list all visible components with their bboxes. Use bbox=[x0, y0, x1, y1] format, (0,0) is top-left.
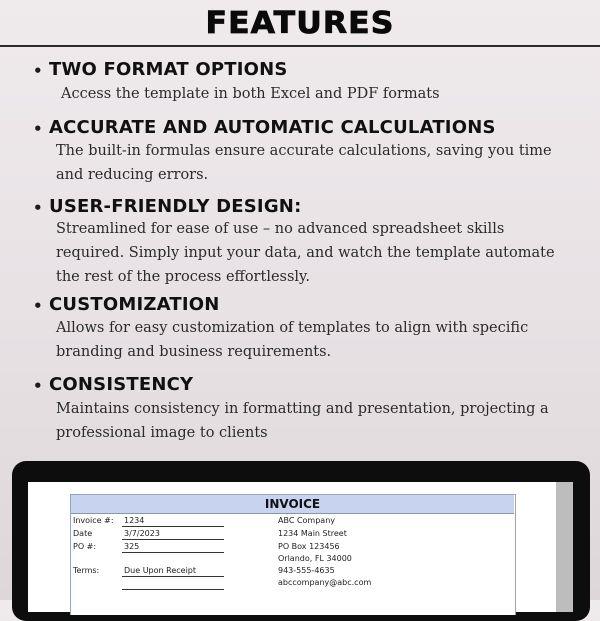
invoice-date-label: Date bbox=[73, 529, 93, 538]
invoice-terms-label: Terms: bbox=[73, 566, 100, 575]
company-po-box: PO Box 123456 bbox=[278, 542, 340, 551]
invoice-date-value: 3/7/2023 bbox=[124, 529, 160, 538]
page-title: FEATURES bbox=[205, 6, 395, 41]
invoice-po-value: 325 bbox=[124, 542, 140, 551]
field-underline bbox=[122, 576, 224, 577]
company-email: abccompany@abc.com bbox=[278, 578, 372, 587]
feature-description-line: Access the template in both Excel and PDF formats bbox=[61, 86, 440, 102]
invoice-po-label: PO #: bbox=[73, 542, 97, 551]
feature-heading: ACCURATE AND AUTOMATIC CALCULATIONS bbox=[49, 117, 496, 138]
bullet-icon: • bbox=[33, 199, 43, 217]
feature-description-line: professional image to clients bbox=[56, 425, 268, 441]
company-street: 1234 Main Street bbox=[278, 529, 347, 538]
invoice-title: INVOICE bbox=[71, 495, 514, 514]
field-underline bbox=[122, 589, 224, 590]
invoice-number-label: Invoice #: bbox=[73, 516, 114, 525]
feature-description-line: The built-in formulas ensure accurate calculations, saving you time bbox=[56, 143, 552, 159]
feature-description-line: Allows for easy customization of templates to align with specific bbox=[56, 320, 529, 336]
screen-scrollbar bbox=[556, 482, 573, 612]
feature-description-line: branding and business requirements. bbox=[56, 344, 332, 360]
bullet-icon: • bbox=[33, 297, 43, 315]
feature-description bbox=[61, 82, 600, 106]
title-divider bbox=[0, 45, 600, 47]
feature-description-line: the rest of the process effortlessly. bbox=[56, 269, 310, 285]
feature-description-line: Streamlined for ease of use – no advanced spreadsheet skills bbox=[56, 221, 505, 237]
feature-description-line: and reducing errors. bbox=[56, 167, 209, 183]
field-underline bbox=[122, 552, 224, 553]
feature-description bbox=[56, 217, 596, 289]
field-underline bbox=[122, 539, 224, 540]
invoice-number-value: 1234 bbox=[124, 516, 145, 525]
feature-description-line: Maintains consistency in formatting and presentation, projecting a bbox=[56, 401, 549, 417]
bullet-icon: • bbox=[33, 377, 43, 395]
feature-description bbox=[56, 139, 596, 187]
feature-description bbox=[56, 397, 596, 445]
feature-heading: USER-FRIENDLY DESIGN: bbox=[49, 196, 302, 217]
feature-heading: CUSTOMIZATION bbox=[49, 294, 220, 315]
bullet-icon: • bbox=[33, 120, 43, 138]
company-name: ABC Company bbox=[278, 516, 336, 525]
company-phone: 943-555-4635 bbox=[278, 566, 335, 575]
invoice-terms-value: Due Upon Receipt bbox=[124, 566, 197, 575]
company-city: Orlando, FL 34000 bbox=[278, 554, 352, 563]
feature-heading: TWO FORMAT OPTIONS bbox=[49, 59, 288, 80]
feature-heading: CONSISTENCY bbox=[49, 374, 194, 395]
field-underline bbox=[122, 526, 224, 527]
feature-description bbox=[56, 316, 596, 364]
bullet-icon: • bbox=[33, 62, 43, 80]
feature-description-line: required. Simply input your data, and watch the template automate bbox=[56, 245, 555, 261]
